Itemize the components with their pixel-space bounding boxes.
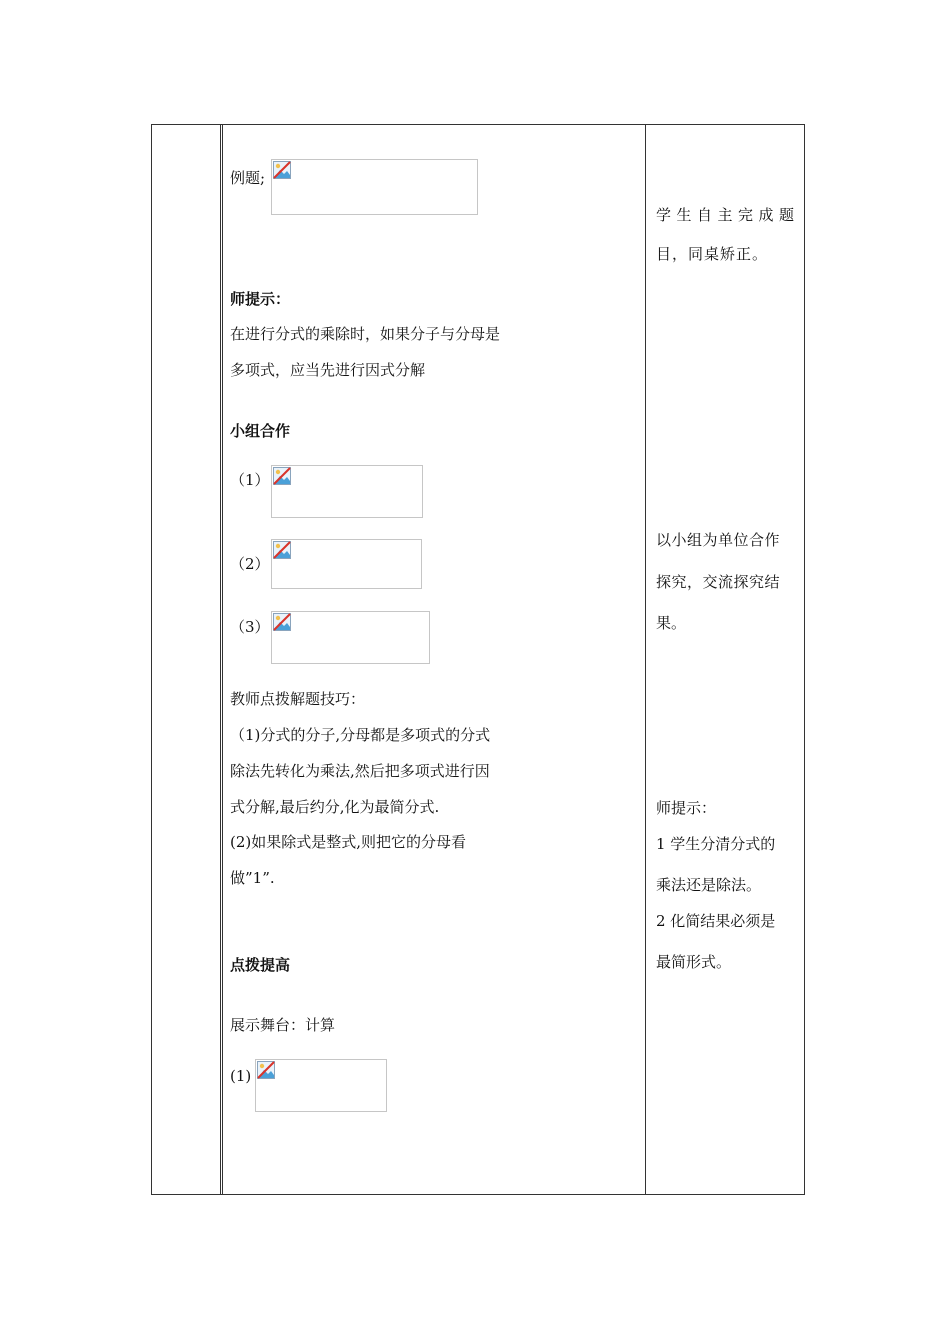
item-2-image (271, 539, 422, 589)
tip-2-line-2: 做”1”. (230, 869, 275, 887)
example-label: 例题; (230, 169, 266, 187)
right-hint-1-line-1: 1 学生分清分式的 (656, 835, 776, 853)
broken-image-icon (273, 161, 291, 179)
improve-title: 点拨提高 (230, 956, 291, 974)
column-divider-1b (222, 124, 223, 1195)
tip-1-line-1: （1)分式的分子,分母都是多项式的分式 (230, 726, 491, 744)
stage-item-1-image (255, 1059, 387, 1112)
example-image (271, 159, 478, 215)
tip-2-line-1: (2)如果除式是整式,则把它的分母看 (230, 833, 467, 851)
item-3-label: （3） (230, 618, 270, 636)
group-line-3: 果。 (656, 614, 687, 632)
broken-image-icon (273, 541, 291, 559)
group-line-1: 以小组为单位合作 (656, 531, 781, 549)
column-divider-1 (220, 124, 221, 1195)
group-title: 小组合作 (230, 422, 291, 440)
item-1-label: （1） (230, 471, 270, 489)
item-2-label: （2） (230, 555, 270, 573)
group-line-2: 探究，交流探究结 (656, 573, 781, 591)
stage-label: 展示舞台：计算 (230, 1016, 336, 1034)
tips-title: 教师点拨解题技巧： (230, 690, 366, 708)
tip-1-line-2: 除法先转化为乘法,然后把多项式进行因 (230, 762, 490, 780)
item-3-image (271, 611, 430, 664)
column-divider-2 (645, 124, 646, 1195)
right-hint-1-line-2: 乘法还是除法。 (656, 876, 762, 894)
hint-line-2: 多项式，应当先进行因式分解 (230, 361, 426, 379)
broken-image-icon (273, 467, 291, 485)
broken-image-icon (273, 613, 291, 631)
stage-item-1-label: (1) (230, 1067, 252, 1085)
student-line-1: 学生自主完成题 (656, 206, 800, 224)
item-1-image (271, 465, 423, 518)
tip-1-line-3: 式分解,最后约分,化为最简分式. (230, 798, 440, 816)
right-hint-title: 师提示： (656, 799, 717, 817)
hint-line-1: 在进行分式的乘除时，如果分子与分母是 (230, 325, 501, 343)
teacher-hint-title: 师提示： (230, 290, 291, 308)
right-hint-2-line-2: 最简形式。 (656, 953, 732, 971)
right-hint-2-line-1: 2 化简结果必须是 (656, 912, 776, 930)
student-line-2: 目，同桌矫正。 (656, 245, 769, 263)
broken-image-icon (257, 1061, 275, 1079)
